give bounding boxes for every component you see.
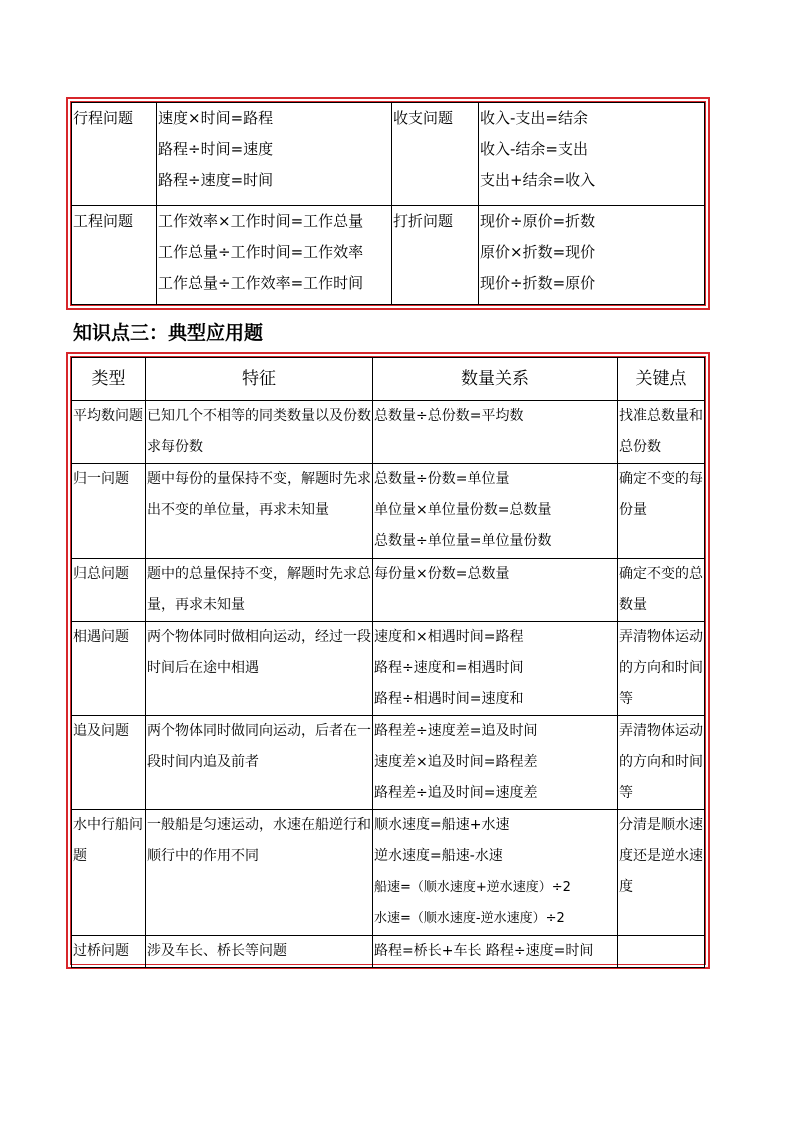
section-heading: 知识点三：典型应用题 [73, 322, 264, 344]
problem-type-cell [72, 103, 157, 206]
application-table-inner-border [70, 356, 706, 965]
relations-cell [373, 810, 618, 936]
relation-line: 每份量×份数=总数量 [374, 566, 510, 582]
relation-line: 船速=（顺水速度+逆水速度）÷2 [374, 880, 571, 895]
formula-line: 原价×折数=现价 [480, 243, 596, 261]
problem-type-label: 收支问题 [393, 109, 454, 127]
feature-cell [146, 401, 373, 464]
problem-type-label: 工程问题 [73, 212, 134, 230]
formula-table-inner-border [70, 101, 706, 306]
key-text: 弄清物体运动的方向和时间等 [619, 629, 703, 707]
formula-line: 工作效率×工作时间=工作总量 [158, 212, 364, 230]
formula-line: 支出+结余=收入 [480, 171, 596, 189]
type-cell [72, 810, 146, 936]
relation-line: 速度差×追及时间=路程差 [374, 754, 538, 770]
relation-line: 路程差÷速度差=追及时间 [374, 723, 538, 739]
type-label: 归一问题 [73, 471, 129, 487]
formula-cell [157, 206, 392, 305]
relation-line: 路程差÷追及时间=速度差 [374, 785, 538, 801]
relation-line: 总数量÷单位量=单位量份数 [374, 533, 552, 549]
formula-line: 速度×时间=路程 [158, 109, 274, 127]
application-table-frame [66, 352, 710, 969]
table-row [72, 559, 705, 622]
key-cell [618, 622, 705, 716]
relations-cell [373, 936, 618, 968]
feature-cell [146, 936, 373, 968]
type-label: 相遇问题 [73, 629, 129, 645]
formula-line: 收入-结余=支出 [480, 140, 588, 158]
key-cell [618, 559, 705, 622]
formula-line: 现价÷折数=原价 [480, 274, 596, 292]
formula-line: 工作总量÷工作效率=工作时间 [158, 274, 364, 292]
problem-type-label: 行程问题 [73, 109, 134, 127]
formula-cell [479, 103, 705, 206]
problem-type-cell [392, 206, 479, 305]
key-cell [618, 716, 705, 810]
relation-line: 单位量×单位量份数=总数量 [374, 502, 552, 518]
relations-cell [373, 464, 618, 559]
table-row [72, 464, 705, 559]
type-cell [72, 464, 146, 559]
type-label: 过桥问题 [73, 943, 129, 959]
feature-cell [146, 810, 373, 936]
formula-table-frame [66, 97, 710, 310]
formula-line: 现价÷原价=折数 [480, 212, 596, 230]
column-header-type: 类型 [72, 358, 146, 401]
formula-line: 路程÷时间=速度 [158, 140, 274, 158]
type-cell [72, 936, 146, 968]
relations-cell [373, 716, 618, 810]
key-text: 确定不变的每份量 [619, 471, 703, 518]
table-row [72, 716, 705, 810]
application-problems-table [71, 357, 705, 968]
formula-table [71, 102, 705, 305]
table-row [72, 810, 705, 936]
relation-line: 速度和×相遇时间=路程 [374, 629, 524, 645]
column-header-feature: 特征 [146, 358, 373, 401]
feature-text: 两个物体同时做相向运动，经过一段时间后在途中相遇 [147, 629, 371, 676]
key-text: 确定不变的总数量 [619, 566, 703, 613]
type-label: 水中行船问题 [73, 817, 143, 864]
table-row [72, 622, 705, 716]
relation-line: 总数量÷总份数=平均数 [374, 408, 524, 424]
feature-cell [146, 464, 373, 559]
type-cell [72, 401, 146, 464]
type-label: 平均数问题 [73, 408, 143, 424]
formula-cell [479, 206, 705, 305]
relations-cell [373, 622, 618, 716]
table-row [72, 401, 705, 464]
relations-cell [373, 559, 618, 622]
feature-text: 已知几个不相等的同类数量以及份数求每份数 [147, 408, 371, 455]
table-row [72, 936, 705, 968]
problem-type-cell [392, 103, 479, 206]
relation-line: 路程÷相遇时间=速度和 [374, 691, 524, 707]
table-row [72, 206, 705, 305]
key-text: 找准总数量和总份数 [619, 408, 703, 455]
relation-line: 水速=（顺水速度-逆水速度）÷2 [374, 911, 565, 926]
table-row [72, 103, 705, 206]
formula-cell [157, 103, 392, 206]
column-header-relations: 数量关系 [373, 358, 618, 401]
column-header-key: 关键点 [618, 358, 705, 401]
relation-line: 顺水速度=船速+水速 [374, 817, 510, 833]
feature-text: 题中的总量保持不变，解题时先求总量，再求未知量 [147, 566, 371, 613]
relation-line: 逆水速度=船速-水速 [374, 848, 503, 864]
relation-line: 路程÷速度和=相遇时间 [374, 660, 524, 676]
type-cell [72, 559, 146, 622]
feature-text: 涉及车长、桥长等问题 [147, 943, 287, 959]
formula-line: 路程÷速度=时间 [158, 171, 274, 189]
type-label: 追及问题 [73, 723, 129, 739]
key-cell [618, 401, 705, 464]
relation-line: 路程=桥长+车长 路程÷速度=时间 [374, 943, 594, 959]
feature-cell [146, 559, 373, 622]
formula-line: 工作总量÷工作时间=工作效率 [158, 243, 364, 261]
relation-line: 总数量÷份数=单位量 [374, 471, 510, 487]
feature-text: 两个物体同时做同向运动，后者在一段时间内追及前者 [147, 723, 371, 770]
key-cell [618, 464, 705, 559]
key-text: 分清是顺水速度还是逆水速度 [619, 817, 703, 895]
key-text: 弄清物体运动的方向和时间等 [619, 723, 703, 801]
feature-text: 题中每份的量保持不变，解题时先求出不变的单位量，再求未知量 [147, 471, 371, 518]
problem-type-label: 打折问题 [393, 212, 454, 230]
type-cell [72, 716, 146, 810]
key-cell [618, 936, 705, 968]
table-header-row [72, 358, 705, 401]
key-cell [618, 810, 705, 936]
relations-cell [373, 401, 618, 464]
feature-cell [146, 716, 373, 810]
formula-line: 收入-支出=结余 [480, 109, 588, 127]
feature-cell [146, 622, 373, 716]
problem-type-cell [72, 206, 157, 305]
type-label: 归总问题 [73, 566, 129, 582]
type-cell [72, 622, 146, 716]
feature-text: 一般船是匀速运动，水速在船逆行和顺行中的作用不同 [147, 817, 371, 864]
